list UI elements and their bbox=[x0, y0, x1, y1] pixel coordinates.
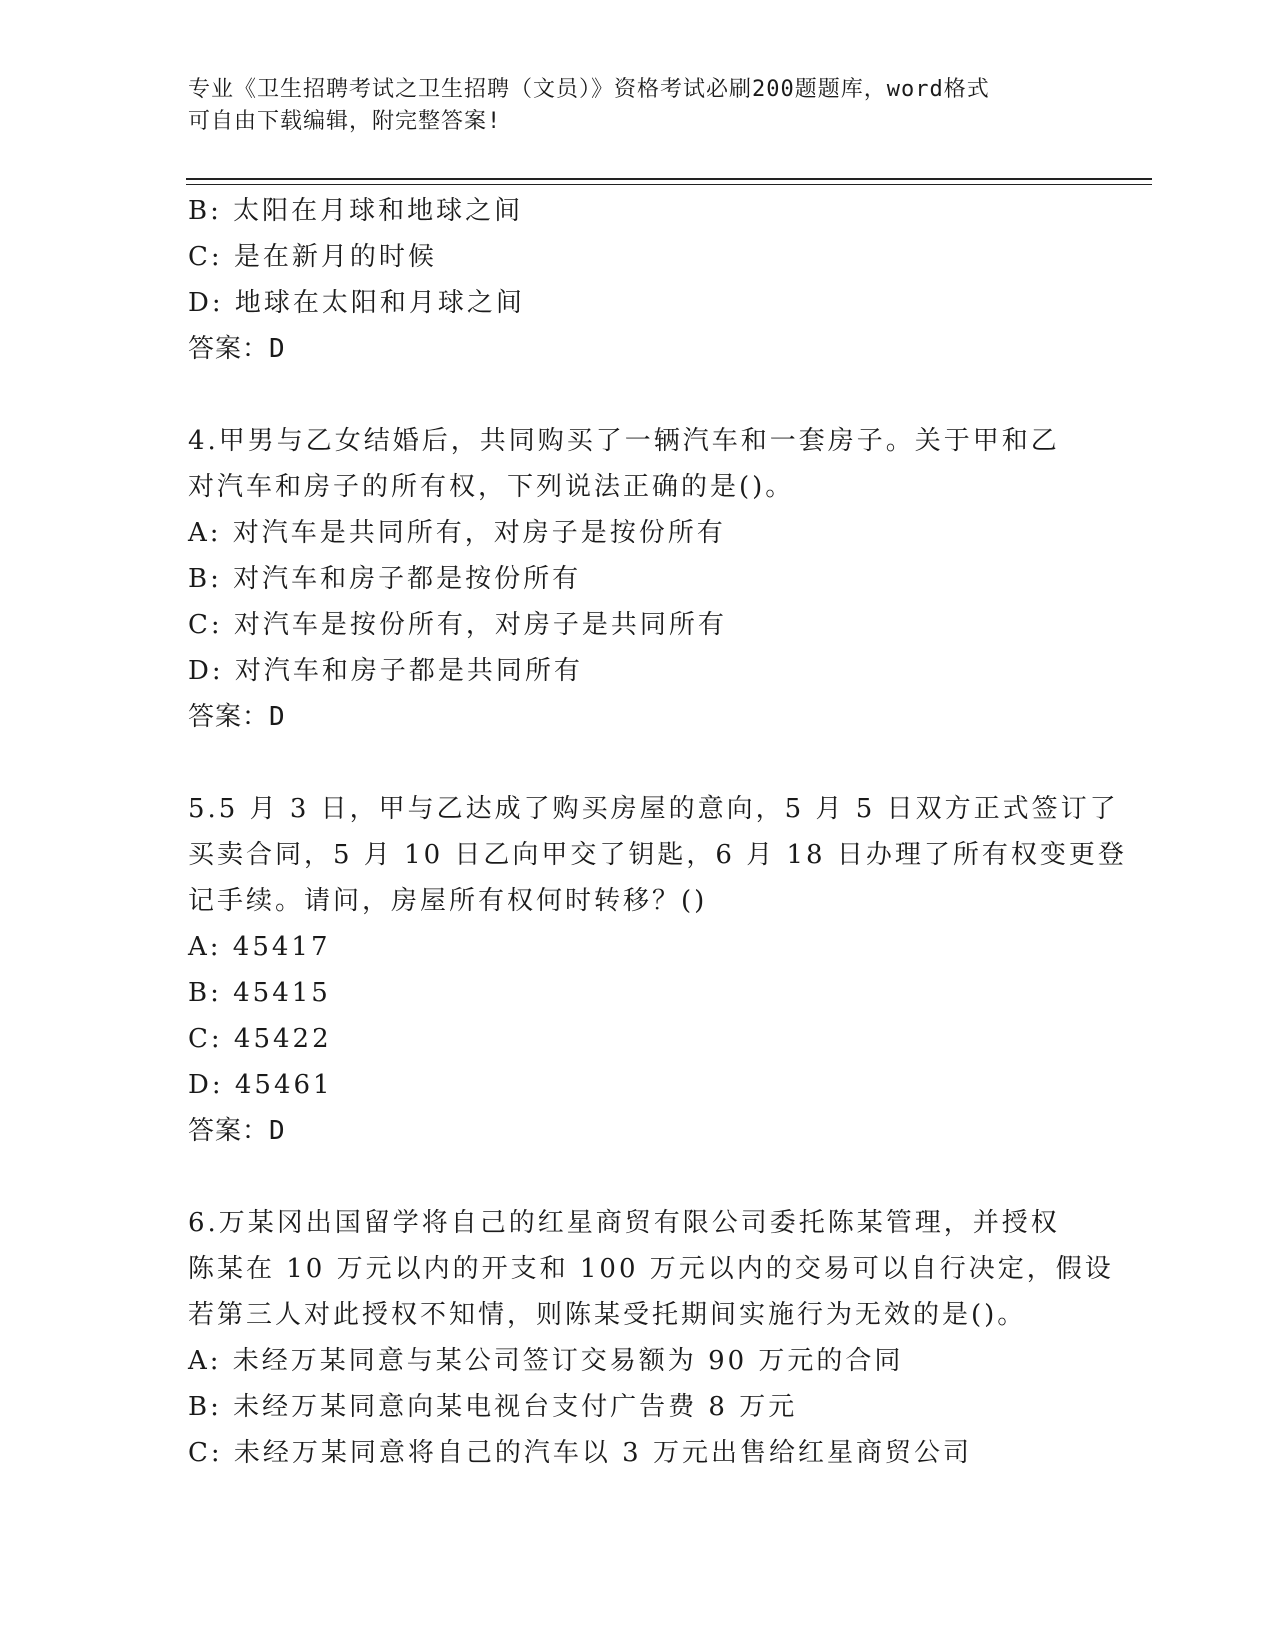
question-4-option-a: A: 对汽车是共同所有，对房子是按份所有 bbox=[188, 518, 726, 548]
question-3-tail bbox=[188, 188, 1088, 372]
document-header bbox=[188, 74, 1088, 138]
question-4-option-b: B: 对汽车和房子都是按份所有 bbox=[188, 564, 582, 594]
question-6-option-b: B: 未经万某同意向某电视台支付广告费 8 万元 bbox=[188, 1392, 798, 1422]
question-6-stem-line-2: 陈某在 10 万元以内的开支和 100 万元以内的交易可以自行决定，假设 bbox=[188, 1254, 1114, 1284]
question-list bbox=[188, 188, 1127, 1476]
spacer bbox=[188, 1154, 1088, 1200]
question-5-option-a: A: 45417 bbox=[188, 932, 331, 962]
question-6-stem-line-3: 若第三人对此授权不知情，则陈某受托期间实施行为无效的是()。 bbox=[188, 1300, 1027, 1330]
question-4-answer: 答案：D bbox=[188, 702, 286, 732]
header-line-1: 专业《卫生招聘考试之卫生招聘（文员）》资格考试必刷200题题库，word格式 bbox=[188, 77, 990, 102]
question-6-option-a: A: 未经万某同意与某公司签订交易额为 90 万元的合同 bbox=[188, 1346, 904, 1376]
question-6 bbox=[188, 1200, 1114, 1476]
question-5-stem-line-3: 记手续。请问，房屋所有权何时转移？() bbox=[188, 886, 708, 916]
question-5 bbox=[188, 786, 1127, 1154]
question-4-option-d: D: 对汽车和房子都是共同所有 bbox=[188, 656, 583, 686]
spacer bbox=[188, 372, 1088, 418]
question-5-option-c: C: 45422 bbox=[188, 1024, 332, 1054]
header-line-2: 可自由下载编辑，附完整答案! bbox=[188, 109, 502, 134]
spacer bbox=[188, 740, 1088, 786]
question-5-option-d: D: 45461 bbox=[188, 1070, 333, 1100]
question-5-stem-line-2: 买卖合同，5 月 10 日乙向甲交了钥匙，6 月 18 日办理了所有权变更登 bbox=[188, 840, 1127, 870]
question-4-option-c: C: 对汽车是按份所有，对房子是共同所有 bbox=[188, 610, 727, 640]
question-4-stem-line-1: 4.甲男与乙女结婚后，共同购买了一辆汽车和一套房子。关于甲和乙 bbox=[188, 426, 1060, 456]
question-4-stem-line-2: 对汽车和房子的所有权，下列说法正确的是()。 bbox=[188, 472, 795, 502]
question-3-option-b: B: 太阳在月球和地球之间 bbox=[188, 196, 524, 226]
question-3-option-d: D: 地球在太阳和月球之间 bbox=[188, 288, 525, 318]
header-rule-thick bbox=[186, 178, 1152, 180]
question-3-option-c: C: 是在新月的时候 bbox=[188, 242, 437, 272]
question-6-stem-line-1: 6.万某冈出国留学将自己的红星商贸有限公司委托陈某管理，并授权 bbox=[188, 1208, 1060, 1238]
question-3-answer: 答案：D bbox=[188, 334, 286, 364]
header-rule-thin bbox=[186, 184, 1152, 185]
question-5-stem-line-1: 5.5 月 3 日，甲与乙达成了购买房屋的意向，5 月 5 日双方正式签订了 bbox=[188, 794, 1119, 824]
question-6-option-c: C: 未经万某同意将自己的汽车以 3 万元出售给红星商贸公司 bbox=[188, 1438, 972, 1468]
question-5-answer: 答案：D bbox=[188, 1116, 286, 1146]
question-4 bbox=[188, 418, 1088, 740]
question-5-option-b: B: 45415 bbox=[188, 978, 331, 1008]
